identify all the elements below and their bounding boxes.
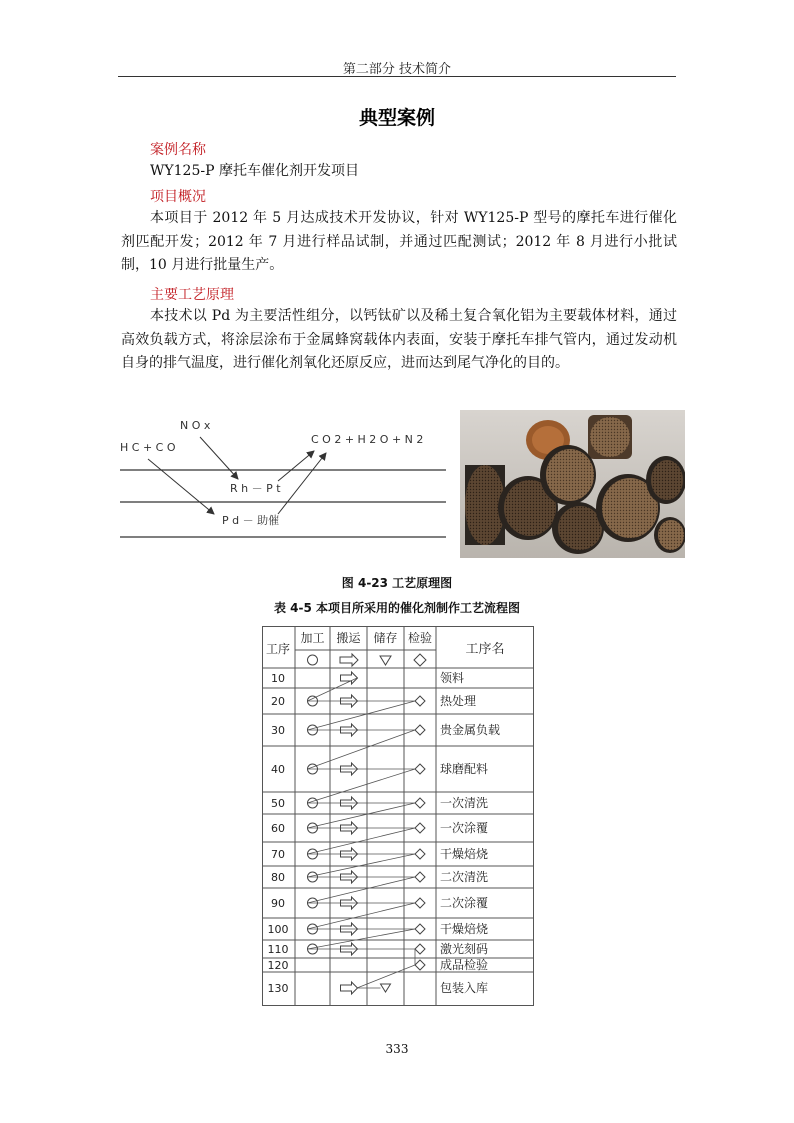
page-title: 典型案例 — [358, 107, 435, 129]
row-seq: 100 — [267, 923, 289, 936]
header-storage: 储存 — [373, 631, 398, 645]
header-inspection: 检验 — [407, 631, 433, 645]
row-seq: 70 — [271, 848, 285, 861]
row-name: 包装入库 — [440, 981, 489, 995]
row-seq: 10 — [271, 672, 285, 685]
row-seq: 60 — [271, 822, 285, 835]
figure-caption: 图 4-23 工艺原理图 — [341, 576, 453, 590]
principle-text: 本技术以 Pd 为主要活性组分，以钙钛矿以及稀土复合氧化铝为主要载体材料，通过高效负载方式，将涂层涂布于金属蜂窝载体内表面，安装于摩托车排气管内，通过发动机自身的排气温度，进行催化剂氧化还原反应，进而达到尾气净化的目的。 — [121, 308, 677, 371]
header-process: 加工 — [300, 631, 325, 645]
row-seq: 20 — [271, 695, 285, 708]
catalyst-photo — [460, 410, 685, 558]
row-name: 球磨配料 — [440, 762, 489, 776]
nox-arrow — [200, 437, 238, 479]
row-name: 二次涂覆 — [440, 896, 489, 910]
row-seq: 110 — [267, 943, 289, 956]
row-name: 二次清洗 — [440, 870, 489, 884]
honeycomb-unit — [546, 449, 594, 501]
row-seq: 80 — [271, 871, 285, 884]
process-flow-table — [262, 626, 534, 1006]
running-header: 第二部分 技术简介 — [342, 62, 452, 77]
products-label: C O 2 + H 2 O + N 2 — [311, 433, 424, 446]
page-number: 333 — [385, 1042, 409, 1056]
honeycomb-unit — [651, 460, 683, 500]
honeycomb-unit — [658, 520, 684, 550]
header-seq: 工序 — [265, 642, 291, 656]
header-name: 工序名 — [465, 642, 505, 657]
row-name: 一次清洗 — [440, 796, 489, 810]
hc-co-label: H C + C O — [120, 441, 176, 454]
overview-heading: 项目概况 — [150, 189, 206, 205]
row-name: 领料 — [440, 671, 465, 685]
table-caption: 表 4-5 本项目所采用的催化剂制作工艺流程图 — [273, 601, 521, 615]
row-seq: 50 — [271, 797, 285, 810]
principle-heading: 主要工艺原理 — [150, 287, 234, 303]
row-seq: 40 — [271, 763, 285, 776]
nox-label: N O x — [180, 419, 211, 432]
row-name: 贵金属负载 — [440, 723, 501, 737]
rh-pt-label: R h － P t — [230, 482, 281, 495]
row-name: 激光刻码 — [440, 942, 489, 956]
header-rule — [118, 76, 676, 77]
honeycomb-unit — [590, 417, 630, 457]
row-seq: 90 — [271, 897, 285, 910]
row-name: 干燥焙烧 — [440, 847, 489, 861]
products-arrow-1 — [278, 451, 314, 481]
row-name: 一次涂覆 — [440, 821, 489, 835]
pd-label: P d － 助催 — [222, 514, 280, 527]
row-name: 干燥焙烧 — [440, 922, 489, 936]
overview-text: 本项目于 2012 年 5 月达成技术开发协议，针对 WY125-P 型号的摩托车进行催化剂匹配开发；2012 年 7 月进行样品试制，并通过匹配测试；2012 年 8 月进行小批试制，10 月进行批量生产。 — [121, 210, 677, 273]
header-transport: 搬运 — [336, 631, 361, 645]
hc-co-arrow — [148, 459, 214, 514]
row-seq: 120 — [267, 959, 289, 972]
row-seq: 30 — [271, 724, 285, 737]
catalyst-principle-diagram — [118, 413, 448, 558]
row-name: 成品检验 — [440, 958, 489, 972]
row-name: 热处理 — [440, 694, 477, 708]
row-seq: 130 — [267, 982, 289, 995]
case-name-text: WY125-P 摩托车催化剂开发项目 — [150, 163, 359, 179]
case-name-heading: 案例名称 — [150, 142, 206, 158]
honeycomb-unit — [558, 506, 602, 550]
products-arrow-2 — [278, 453, 326, 514]
